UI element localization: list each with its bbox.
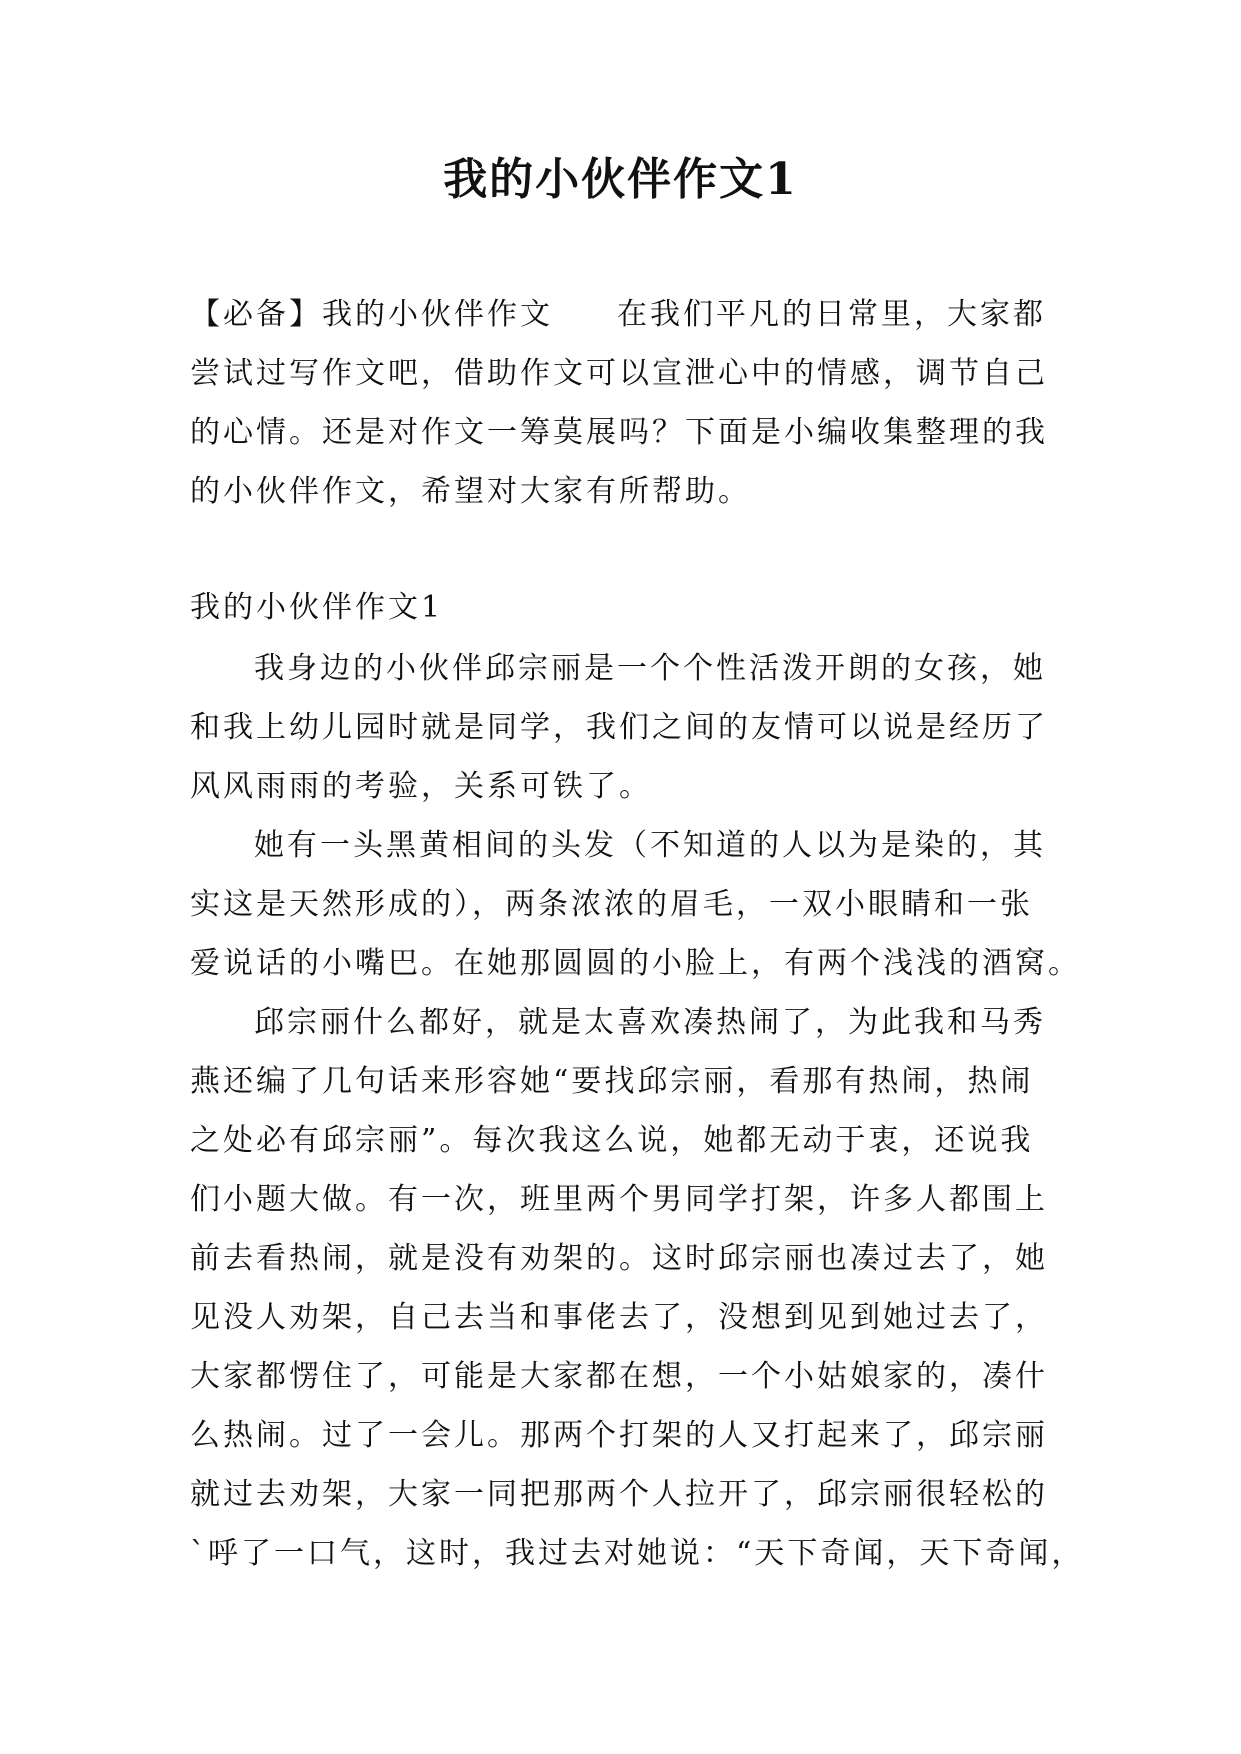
paragraph-1-line: 风风雨雨的考验，关系可铁了。 (190, 769, 652, 804)
section-heading: 我的小伙伴作文1 (190, 590, 444, 625)
document-title: 我的小伙伴作文1 (443, 154, 798, 205)
paragraph-3-line: 邱宗丽什么都好，就是太喜欢凑热闹了，为此我和马秀 (254, 1005, 1046, 1040)
paragraph-3-line: 们小题大做。有一次，班里两个男同学打架，许多人都围上 (190, 1182, 1048, 1217)
essay-section (190, 578, 1085, 1583)
intro-label: 【必备】我的小伙伴作文 (190, 297, 553, 332)
intro-line-rest: 在我们平凡的日常里，大家都 (617, 297, 1046, 332)
paragraph-3-line: 就过去劝架，大家一同把那两个人拉开了，邱宗丽很轻松的 (190, 1477, 1048, 1512)
paragraph-3-line: 前去看热闹，就是没有劝架的。这时邱宗丽也凑过去了，她 (190, 1241, 1048, 1276)
paragraph-3-line: 见没人劝架，自己去当和事佬去了，没想到见到她过去了， (190, 1300, 1048, 1335)
paragraph-1-line: 我身边的小伙伴邱宗丽是一个个性活泼开朗的女孩，她 (254, 651, 1046, 686)
intro-line (190, 285, 1056, 344)
paragraph-1-line: 和我上幼儿园时就是同学，我们之间的友情可以说是经历了 (190, 710, 1048, 745)
paragraph-2-line: 她有一头黑黄相间的头发（不知道的人以为是染的，其 (254, 828, 1046, 863)
intro-paragraph (190, 285, 1056, 521)
intro-line: 的心情。还是对作文一筹莫展吗？下面是小编收集整理的我 (190, 415, 1048, 450)
paragraph-3-line: 大家都愣住了，可能是大家都在想，一个小姑娘家的，凑什 (190, 1359, 1048, 1394)
paragraph-3-line: `呼了一口气，这时，我过去对她说：“天下奇闻，天下奇闻， (190, 1536, 1085, 1571)
intro-line: 尝试过写作文吧，借助作文可以宣泄心中的情感，调节自己 (190, 356, 1048, 391)
paragraph-2-line: 爱说话的小嘴巴。在她那圆圆的小脸上，有两个浅浅的酒窝。 (190, 946, 1081, 981)
paragraph-3-line: 燕还编了几句话来形容她“要找邱宗丽，看那有热闹，热闹 (190, 1064, 1034, 1099)
paragraph-2-line: 实这是天然形成的），两条浓浓的眉毛，一双小眼睛和一张 (190, 887, 1033, 922)
paragraph-3-line: 之处必有邱宗丽”。每次我这么说，她都无动于衷，还说我 (190, 1123, 1034, 1158)
intro-line: 的小伙伴作文，希望对大家有所帮助。 (190, 474, 751, 509)
paragraph-3-line: 么热闹。过了一会儿。那两个打架的人又打起来了，邱宗丽 (190, 1418, 1048, 1453)
